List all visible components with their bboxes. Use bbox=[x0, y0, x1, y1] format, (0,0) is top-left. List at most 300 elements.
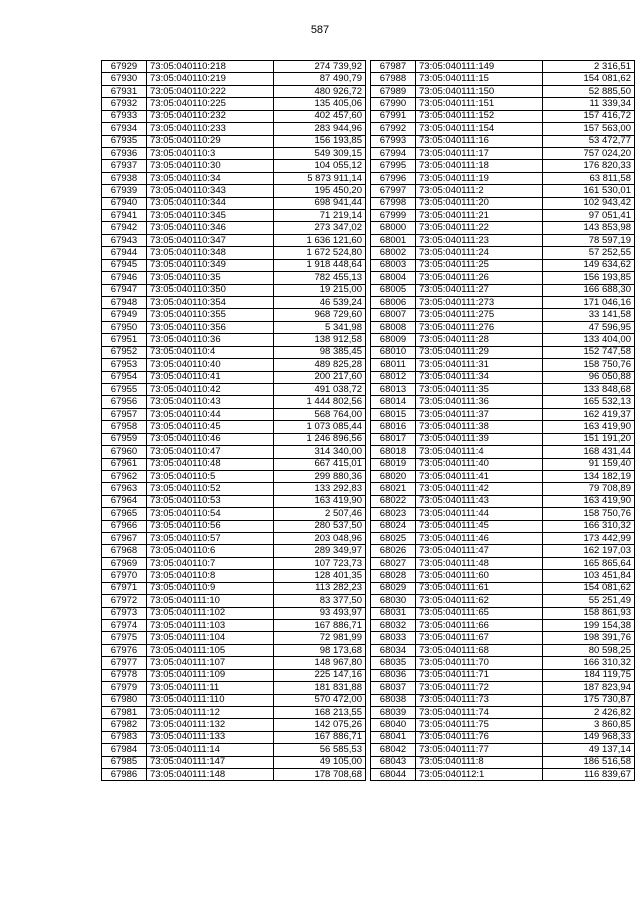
row-number-cell: 67956 bbox=[102, 396, 147, 408]
cadastral-value-cell: 152 747,58 bbox=[543, 346, 635, 358]
cadastral-value-cell: 5 341,98 bbox=[274, 321, 366, 333]
row-number-cell: 68039 bbox=[371, 706, 416, 718]
cadastral-value-cell: 181 831,88 bbox=[274, 682, 366, 694]
cadastral-number-cell: 73:05:040111:110 bbox=[147, 694, 274, 706]
table-row bbox=[102, 557, 366, 569]
row-number-cell: 68027 bbox=[371, 557, 416, 569]
row-number-cell: 68010 bbox=[371, 346, 416, 358]
cadastral-value-cell: 93 493,97 bbox=[274, 607, 366, 619]
cadastral-value-cell: 283 944,96 bbox=[274, 123, 366, 135]
row-number-cell: 67971 bbox=[102, 582, 147, 594]
cadastral-number-cell: 73:05:040111:62 bbox=[416, 595, 543, 607]
cadastral-number-cell: 73:05:040110:47 bbox=[147, 446, 274, 458]
row-number-cell: 67986 bbox=[102, 769, 147, 781]
cadastral-value-cell: 166 688,30 bbox=[543, 284, 635, 296]
table-row bbox=[102, 383, 366, 395]
cadastral-value-cell: 49 137,14 bbox=[543, 744, 635, 756]
cadastral-number-cell: 73:05:040111:43 bbox=[416, 495, 543, 507]
cadastral-number-cell: 73:05:040110:46 bbox=[147, 433, 274, 445]
cadastral-value-cell: 80 598,25 bbox=[543, 644, 635, 656]
cadastral-value-cell: 166 310,32 bbox=[543, 520, 635, 532]
cadastral-value-cell: 133 848,68 bbox=[543, 383, 635, 395]
cadastral-number-cell: 73:05:040111:105 bbox=[147, 644, 274, 656]
table-row bbox=[102, 582, 366, 594]
table-row bbox=[102, 619, 366, 631]
table-row bbox=[102, 210, 366, 222]
row-number-cell: 67946 bbox=[102, 272, 147, 284]
cadastral-value-cell: 97 051,41 bbox=[543, 210, 635, 222]
cadastral-value-cell: 154 081,62 bbox=[543, 582, 635, 594]
table-row bbox=[102, 433, 366, 445]
cadastral-number-cell: 73:05:040110:36 bbox=[147, 334, 274, 346]
table-row bbox=[371, 632, 635, 644]
table-row bbox=[371, 508, 635, 520]
cadastral-value-cell: 2 507,46 bbox=[274, 508, 366, 520]
row-number-cell: 67950 bbox=[102, 321, 147, 333]
cadastral-value-cell: 489 825,28 bbox=[274, 359, 366, 371]
cadastral-value-cell: 154 081,62 bbox=[543, 73, 635, 85]
cadastral-value-cell: 195 450,20 bbox=[274, 185, 366, 197]
cadastral-number-cell: 73:05:040111:15 bbox=[416, 73, 543, 85]
row-number-cell: 67930 bbox=[102, 73, 147, 85]
table-row bbox=[371, 495, 635, 507]
cadastral-number-cell: 73:05:040111:25 bbox=[416, 259, 543, 271]
cadastral-number-cell: 73:05:040110:48 bbox=[147, 458, 274, 470]
cadastral-number-cell: 73:05:040111:41 bbox=[416, 470, 543, 482]
cadastral-value-cell: 158 750,76 bbox=[543, 508, 635, 520]
table-row bbox=[102, 533, 366, 545]
table-row bbox=[371, 222, 635, 234]
cadastral-number-cell: 73:05:040111:109 bbox=[147, 669, 274, 681]
cadastral-number-cell: 73:05:040111:28 bbox=[416, 334, 543, 346]
row-number-cell: 67947 bbox=[102, 284, 147, 296]
cadastral-value-cell: 113 282,23 bbox=[274, 582, 366, 594]
cadastral-value-cell: 402 457,60 bbox=[274, 110, 366, 122]
table-row bbox=[371, 61, 635, 73]
row-number-cell: 67939 bbox=[102, 185, 147, 197]
cadastral-number-cell: 73:05:040110:45 bbox=[147, 421, 274, 433]
row-number-cell: 68008 bbox=[371, 321, 416, 333]
row-number-cell: 67964 bbox=[102, 495, 147, 507]
table-row bbox=[102, 371, 366, 383]
table-row bbox=[371, 545, 635, 557]
cadastral-number-cell: 73:05:040110:30 bbox=[147, 160, 274, 172]
cadastral-value-cell: 171 046,16 bbox=[543, 297, 635, 309]
cadastral-value-cell: 203 048,96 bbox=[274, 533, 366, 545]
row-number-cell: 67940 bbox=[102, 197, 147, 209]
row-number-cell: 67948 bbox=[102, 297, 147, 309]
table-row bbox=[102, 321, 366, 333]
cadastral-value-cell: 53 472,77 bbox=[543, 135, 635, 147]
row-number-cell: 67970 bbox=[102, 570, 147, 582]
cadastral-number-cell: 73:05:040110:43 bbox=[147, 396, 274, 408]
table-row bbox=[371, 85, 635, 97]
table-row bbox=[102, 607, 366, 619]
row-number-cell: 68029 bbox=[371, 582, 416, 594]
cadastral-number-cell: 73:05:040111:68 bbox=[416, 644, 543, 656]
cadastral-value-cell: 156 193,85 bbox=[543, 272, 635, 284]
cadastral-value-cell: 173 442,99 bbox=[543, 533, 635, 545]
cadastral-number-cell: 73:05:040111:39 bbox=[416, 433, 543, 445]
cadastral-value-cell: 167 886,71 bbox=[274, 619, 366, 631]
cadastral-value-cell: 163 419,90 bbox=[543, 495, 635, 507]
cadastral-number-cell: 73:05:040111:75 bbox=[416, 719, 543, 731]
cadastral-value-cell: 168 431,44 bbox=[543, 446, 635, 458]
cadastral-number-cell: 73:05:040111:19 bbox=[416, 172, 543, 184]
cadastral-number-cell: 73:05:040110:29 bbox=[147, 135, 274, 147]
table-row bbox=[102, 446, 366, 458]
cadastral-number-cell: 73:05:040110:35 bbox=[147, 272, 274, 284]
cadastral-value-cell: 161 530,01 bbox=[543, 185, 635, 197]
cadastral-number-cell: 73:05:040110:40 bbox=[147, 359, 274, 371]
table-row bbox=[371, 756, 635, 768]
cadastral-number-cell: 73:05:040111:48 bbox=[416, 557, 543, 569]
row-number-cell: 68006 bbox=[371, 297, 416, 309]
cadastral-value-cell: 165 865,64 bbox=[543, 557, 635, 569]
cadastral-number-cell: 73:05:040111:71 bbox=[416, 669, 543, 681]
cadastral-number-cell: 73:05:040111:150 bbox=[416, 85, 543, 97]
row-number-cell: 68001 bbox=[371, 234, 416, 246]
table-row bbox=[102, 483, 366, 495]
cadastral-number-cell: 73:05:040110:346 bbox=[147, 222, 274, 234]
table-row bbox=[371, 135, 635, 147]
cadastral-value-table-right bbox=[370, 60, 635, 781]
row-number-cell: 67961 bbox=[102, 458, 147, 470]
cadastral-number-cell: 73:05:040111:27 bbox=[416, 284, 543, 296]
row-number-cell: 67980 bbox=[102, 694, 147, 706]
row-number-cell: 67989 bbox=[371, 85, 416, 97]
cadastral-value-cell: 314 340,00 bbox=[274, 446, 366, 458]
cadastral-number-cell: 73:05:040111:46 bbox=[416, 533, 543, 545]
table-row bbox=[102, 73, 366, 85]
cadastral-value-cell: 63 811,58 bbox=[543, 172, 635, 184]
cadastral-value-cell: 46 539,24 bbox=[274, 297, 366, 309]
row-number-cell: 67952 bbox=[102, 346, 147, 358]
row-number-cell: 67943 bbox=[102, 234, 147, 246]
cadastral-value-cell: 1 636 121,60 bbox=[274, 234, 366, 246]
row-number-cell: 67962 bbox=[102, 470, 147, 482]
table-row bbox=[371, 570, 635, 582]
table-row bbox=[102, 731, 366, 743]
cadastral-value-cell: 165 532,13 bbox=[543, 396, 635, 408]
table-row bbox=[102, 682, 366, 694]
cadastral-number-cell: 73:05:040111:4 bbox=[416, 446, 543, 458]
cadastral-value-cell: 11 339,34 bbox=[543, 98, 635, 110]
cadastral-value-cell: 143 853,98 bbox=[543, 222, 635, 234]
row-number-cell: 68013 bbox=[371, 383, 416, 395]
table-row bbox=[102, 272, 366, 284]
cadastral-number-cell: 73:05:040111:275 bbox=[416, 309, 543, 321]
page-number: 587 bbox=[310, 24, 330, 36]
table-row bbox=[102, 719, 366, 731]
table-row bbox=[371, 234, 635, 246]
cadastral-number-cell: 73:05:040110:6 bbox=[147, 545, 274, 557]
row-number-cell: 67995 bbox=[371, 160, 416, 172]
table-row bbox=[102, 396, 366, 408]
cadastral-number-cell: 73:05:040111:2 bbox=[416, 185, 543, 197]
cadastral-value-cell: 968 729,60 bbox=[274, 309, 366, 321]
cadastral-number-cell: 73:05:040110:350 bbox=[147, 284, 274, 296]
row-number-cell: 68003 bbox=[371, 259, 416, 271]
row-number-cell: 67960 bbox=[102, 446, 147, 458]
cadastral-value-cell: 187 823,94 bbox=[543, 682, 635, 694]
row-number-cell: 67978 bbox=[102, 669, 147, 681]
cadastral-number-cell: 73:05:040110:222 bbox=[147, 85, 274, 97]
table-row bbox=[371, 334, 635, 346]
cadastral-value-cell: 104 055,12 bbox=[274, 160, 366, 172]
table-row bbox=[102, 706, 366, 718]
cadastral-value-cell: 2 426,82 bbox=[543, 706, 635, 718]
table-row bbox=[371, 582, 635, 594]
row-number-cell: 68019 bbox=[371, 458, 416, 470]
cadastral-number-cell: 73:05:040111:8 bbox=[416, 756, 543, 768]
cadastral-value-cell: 1 444 802,56 bbox=[274, 396, 366, 408]
cadastral-value-cell: 199 154,38 bbox=[543, 619, 635, 631]
cadastral-value-cell: 480 926,72 bbox=[274, 85, 366, 97]
table-row bbox=[371, 259, 635, 271]
cadastral-number-cell: 73:05:040111:24 bbox=[416, 247, 543, 259]
cadastral-value-cell: 568 764,00 bbox=[274, 408, 366, 420]
cadastral-number-cell: 73:05:040111:73 bbox=[416, 694, 543, 706]
table-row bbox=[102, 359, 366, 371]
row-number-cell: 67977 bbox=[102, 657, 147, 669]
row-number-cell: 67931 bbox=[102, 85, 147, 97]
table-row bbox=[102, 110, 366, 122]
cadastral-value-cell: 138 912,58 bbox=[274, 334, 366, 346]
cadastral-number-cell: 73:05:040111:26 bbox=[416, 272, 543, 284]
cadastral-number-cell: 73:05:040111:65 bbox=[416, 607, 543, 619]
row-number-cell: 67988 bbox=[371, 73, 416, 85]
cadastral-number-cell: 73:05:040111:147 bbox=[147, 756, 274, 768]
row-number-cell: 67987 bbox=[371, 61, 416, 73]
cadastral-number-cell: 73:05:040110:5 bbox=[147, 470, 274, 482]
table-row bbox=[102, 98, 366, 110]
table-row bbox=[371, 321, 635, 333]
row-number-cell: 67942 bbox=[102, 222, 147, 234]
cadastral-value-cell: 178 708,68 bbox=[274, 769, 366, 781]
table-row bbox=[371, 433, 635, 445]
cadastral-number-cell: 73:05:040110:349 bbox=[147, 259, 274, 271]
row-number-cell: 67976 bbox=[102, 644, 147, 656]
table-row bbox=[102, 756, 366, 768]
row-number-cell: 68038 bbox=[371, 694, 416, 706]
row-number-cell: 67982 bbox=[102, 719, 147, 731]
cadastral-number-cell: 73:05:040110:42 bbox=[147, 383, 274, 395]
cadastral-value-cell: 280 537,50 bbox=[274, 520, 366, 532]
cadastral-number-cell: 73:05:040111:76 bbox=[416, 731, 543, 743]
cadastral-value-cell: 71 219,14 bbox=[274, 210, 366, 222]
table-row bbox=[371, 470, 635, 482]
row-number-cell: 68011 bbox=[371, 359, 416, 371]
cadastral-number-cell: 73:05:040110:219 bbox=[147, 73, 274, 85]
cadastral-number-cell: 73:05:040111:107 bbox=[147, 657, 274, 669]
row-number-cell: 68023 bbox=[371, 508, 416, 520]
table-row bbox=[371, 706, 635, 718]
cadastral-number-cell: 73:05:040110:56 bbox=[147, 520, 274, 532]
row-number-cell: 68014 bbox=[371, 396, 416, 408]
cadastral-number-cell: 73:05:040111:20 bbox=[416, 197, 543, 209]
cadastral-number-cell: 73:05:040110:52 bbox=[147, 483, 274, 495]
cadastral-value-cell: 166 310,32 bbox=[543, 657, 635, 669]
row-number-cell: 67963 bbox=[102, 483, 147, 495]
cadastral-number-cell: 73:05:040111:12 bbox=[147, 706, 274, 718]
cadastral-value-cell: 57 252,55 bbox=[543, 247, 635, 259]
row-number-cell: 68005 bbox=[371, 284, 416, 296]
table-row bbox=[371, 657, 635, 669]
table-row bbox=[102, 247, 366, 259]
cadastral-value-cell: 56 585,53 bbox=[274, 744, 366, 756]
table-row bbox=[371, 644, 635, 656]
cadastral-value-cell: 5 873 911,14 bbox=[274, 172, 366, 184]
row-number-cell: 68042 bbox=[371, 744, 416, 756]
cadastral-value-cell: 186 516,58 bbox=[543, 756, 635, 768]
table-row bbox=[371, 458, 635, 470]
cadastral-number-cell: 73:05:040110:53 bbox=[147, 495, 274, 507]
table-row bbox=[371, 73, 635, 85]
table-row bbox=[102, 669, 366, 681]
row-number-cell: 68017 bbox=[371, 433, 416, 445]
table-row bbox=[371, 483, 635, 495]
table-row bbox=[371, 719, 635, 731]
cadastral-number-cell: 73:05:040111:38 bbox=[416, 421, 543, 433]
row-number-cell: 67937 bbox=[102, 160, 147, 172]
row-number-cell: 67941 bbox=[102, 210, 147, 222]
table-row bbox=[371, 383, 635, 395]
table-row bbox=[102, 334, 366, 346]
cadastral-value-cell: 1 246 896,56 bbox=[274, 433, 366, 445]
cadastral-number-cell: 73:05:040110:41 bbox=[147, 371, 274, 383]
cadastral-value-cell: 549 309,15 bbox=[274, 147, 366, 159]
row-number-cell: 67974 bbox=[102, 619, 147, 631]
row-number-cell: 67992 bbox=[371, 123, 416, 135]
table-row bbox=[371, 371, 635, 383]
row-number-cell: 68043 bbox=[371, 756, 416, 768]
row-number-cell: 68022 bbox=[371, 495, 416, 507]
table-row bbox=[102, 61, 366, 73]
table-row bbox=[371, 98, 635, 110]
row-number-cell: 68037 bbox=[371, 682, 416, 694]
row-number-cell: 67958 bbox=[102, 421, 147, 433]
table-row bbox=[371, 284, 635, 296]
cadastral-number-cell: 73:05:040111:47 bbox=[416, 545, 543, 557]
table-row bbox=[102, 470, 366, 482]
row-number-cell: 67934 bbox=[102, 123, 147, 135]
row-number-cell: 68028 bbox=[371, 570, 416, 582]
cadastral-value-cell: 175 730,87 bbox=[543, 694, 635, 706]
row-number-cell: 67932 bbox=[102, 98, 147, 110]
cadastral-value-cell: 225 147,16 bbox=[274, 669, 366, 681]
cadastral-value-cell: 158 750,76 bbox=[543, 359, 635, 371]
cadastral-number-cell: 73:05:040111:42 bbox=[416, 483, 543, 495]
table-row bbox=[102, 545, 366, 557]
row-number-cell: 68030 bbox=[371, 595, 416, 607]
table-row bbox=[102, 769, 366, 781]
cadastral-value-cell: 168 213,55 bbox=[274, 706, 366, 718]
cadastral-value-cell: 72 981,99 bbox=[274, 632, 366, 644]
cadastral-value-cell: 491 038,72 bbox=[274, 383, 366, 395]
table-row bbox=[371, 160, 635, 172]
table-row bbox=[102, 458, 366, 470]
table-row bbox=[371, 607, 635, 619]
cadastral-value-cell: 98 385,45 bbox=[274, 346, 366, 358]
table-row bbox=[371, 731, 635, 743]
cadastral-number-cell: 73:05:040110:345 bbox=[147, 210, 274, 222]
cadastral-value-cell: 1 672 524,80 bbox=[274, 247, 366, 259]
cadastral-value-table-left bbox=[101, 60, 366, 781]
row-number-cell: 67945 bbox=[102, 259, 147, 271]
cadastral-value-cell: 83 377,50 bbox=[274, 595, 366, 607]
cadastral-number-cell: 73:05:040111:104 bbox=[147, 632, 274, 644]
row-number-cell: 68009 bbox=[371, 334, 416, 346]
table-row bbox=[371, 446, 635, 458]
cadastral-number-cell: 73:05:040110:3 bbox=[147, 147, 274, 159]
table-row bbox=[371, 297, 635, 309]
cadastral-value-cell: 142 075,26 bbox=[274, 719, 366, 731]
cadastral-value-cell: 33 141,58 bbox=[543, 309, 635, 321]
table-row bbox=[371, 533, 635, 545]
row-number-cell: 67997 bbox=[371, 185, 416, 197]
table-row bbox=[102, 408, 366, 420]
cadastral-value-cell: 91 159,40 bbox=[543, 458, 635, 470]
row-number-cell: 68033 bbox=[371, 632, 416, 644]
cadastral-number-cell: 73:05:040110:225 bbox=[147, 98, 274, 110]
table-row bbox=[371, 123, 635, 135]
cadastral-value-cell: 78 597,19 bbox=[543, 234, 635, 246]
row-number-cell: 67996 bbox=[371, 172, 416, 184]
row-number-cell: 67949 bbox=[102, 309, 147, 321]
cadastral-value-cell: 2 316,51 bbox=[543, 61, 635, 73]
table-row bbox=[371, 172, 635, 184]
cadastral-number-cell: 73:05:040111:133 bbox=[147, 731, 274, 743]
row-number-cell: 68032 bbox=[371, 619, 416, 631]
table-row bbox=[102, 309, 366, 321]
cadastral-value-cell: 96 050,88 bbox=[543, 371, 635, 383]
cadastral-value-cell: 163 419,90 bbox=[543, 421, 635, 433]
cadastral-number-cell: 73:05:040111:11 bbox=[147, 682, 274, 694]
table-row bbox=[102, 421, 366, 433]
cadastral-number-cell: 73:05:040111:102 bbox=[147, 607, 274, 619]
cadastral-number-cell: 73:05:040111:44 bbox=[416, 508, 543, 520]
table-row bbox=[371, 272, 635, 284]
cadastral-number-cell: 73:05:040111:67 bbox=[416, 632, 543, 644]
table-row bbox=[102, 222, 366, 234]
row-number-cell: 68031 bbox=[371, 607, 416, 619]
row-number-cell: 68036 bbox=[371, 669, 416, 681]
table-row bbox=[102, 632, 366, 644]
cadastral-number-cell: 73:05:040111:152 bbox=[416, 110, 543, 122]
table-row bbox=[102, 595, 366, 607]
row-number-cell: 68041 bbox=[371, 731, 416, 743]
cadastral-number-cell: 73:05:040110:355 bbox=[147, 309, 274, 321]
row-number-cell: 67973 bbox=[102, 607, 147, 619]
cadastral-value-cell: 1 918 448,64 bbox=[274, 259, 366, 271]
row-number-cell: 67965 bbox=[102, 508, 147, 520]
table-row bbox=[371, 595, 635, 607]
table-row bbox=[102, 744, 366, 756]
cadastral-value-cell: 79 708,89 bbox=[543, 483, 635, 495]
table-row bbox=[371, 694, 635, 706]
cadastral-value-cell: 149 968,33 bbox=[543, 731, 635, 743]
cadastral-number-cell: 73:05:040111:74 bbox=[416, 706, 543, 718]
row-number-cell: 68021 bbox=[371, 483, 416, 495]
cadastral-number-cell: 73:05:040111:149 bbox=[416, 61, 543, 73]
cadastral-value-cell: 273 347,02 bbox=[274, 222, 366, 234]
table-row bbox=[102, 234, 366, 246]
row-number-cell: 67979 bbox=[102, 682, 147, 694]
row-number-cell: 67983 bbox=[102, 731, 147, 743]
table-row bbox=[102, 160, 366, 172]
cadastral-value-cell: 116 839,67 bbox=[543, 769, 635, 781]
